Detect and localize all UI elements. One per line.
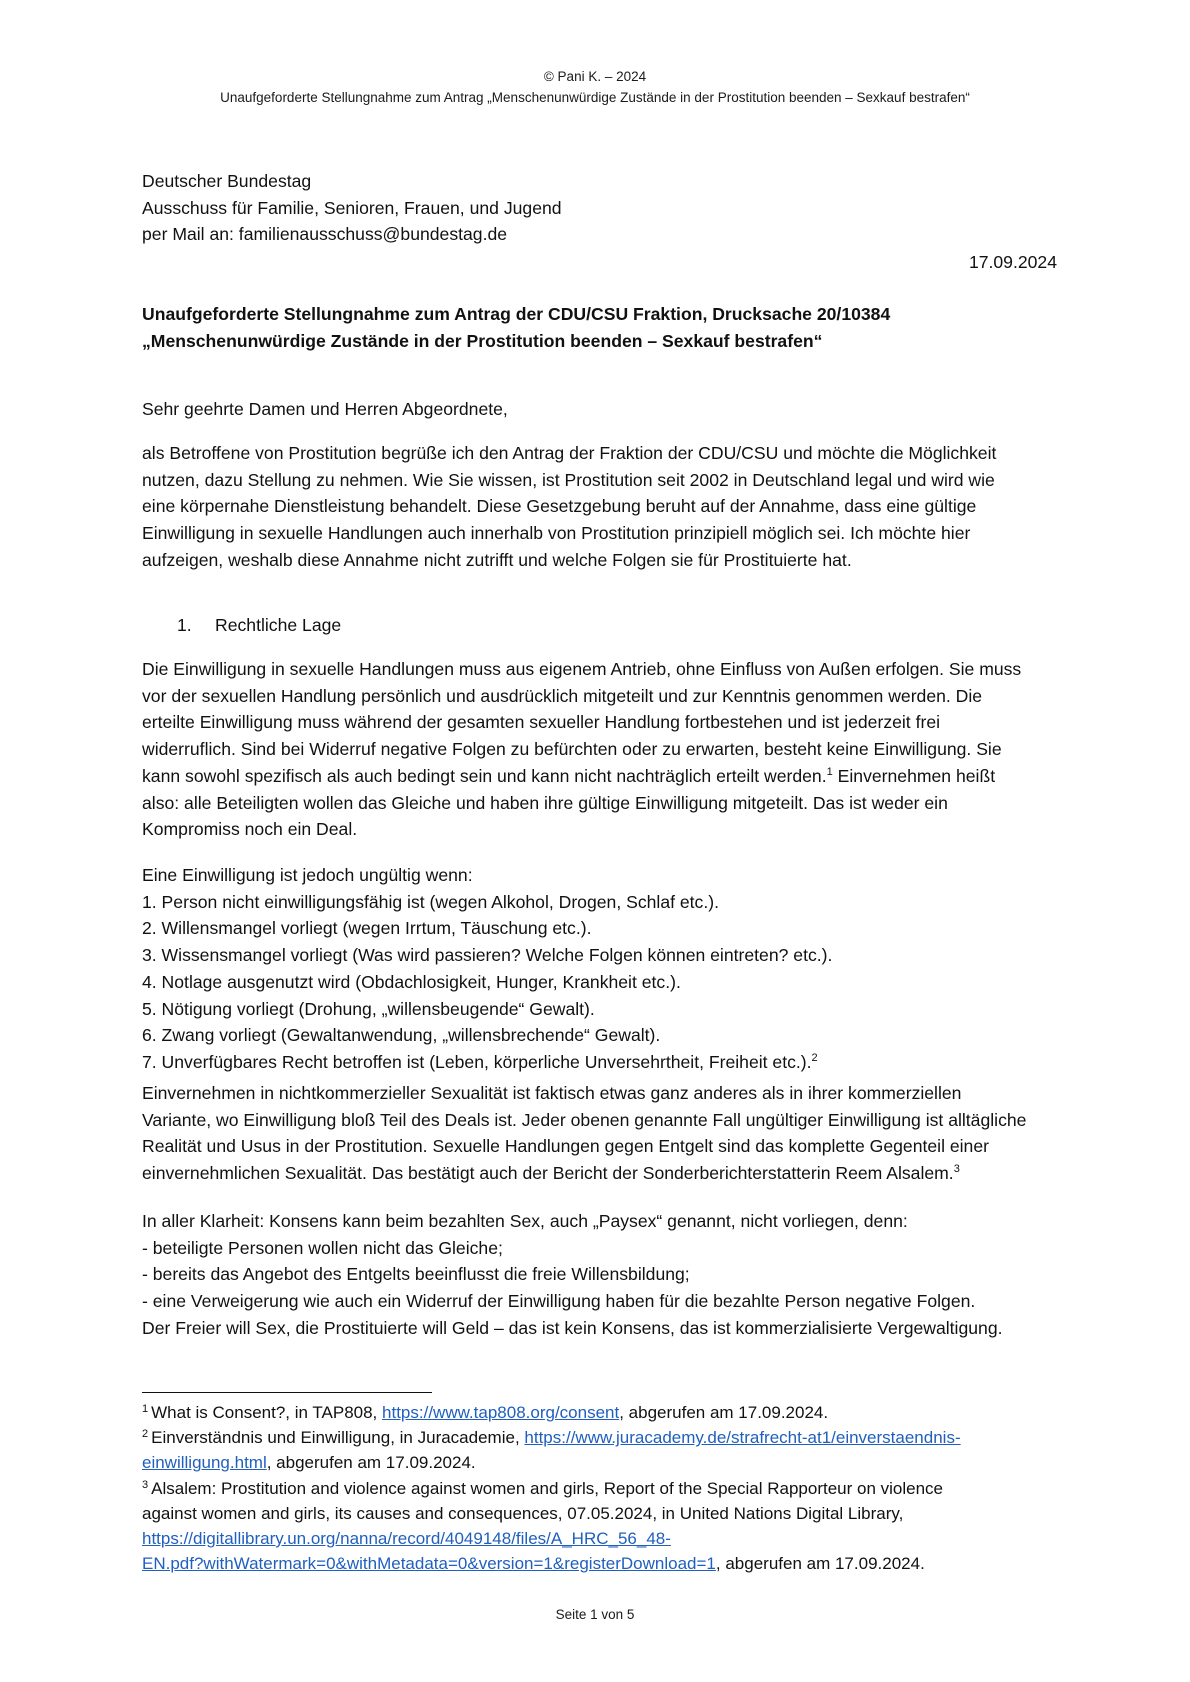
paragraph-line: also: alle Beteiligten wollen das Gleiche und haben ihre gültige Einwilligung mitgeteilt. Das ist weder ein bbox=[142, 792, 948, 813]
list-item: 2. Willensmangel vorliegt (wegen Irrtum, Täuschung etc.). bbox=[142, 918, 592, 939]
footnote-2 bbox=[142, 1425, 1057, 1450]
page-number: Seite 1 von 5 bbox=[555, 1607, 635, 1622]
intro-line: eine körpernahe Dienstleistung behandelt. Diese Gesetzgebung beruht auf der Annahme, dass eine gültige bbox=[142, 496, 977, 517]
header-subtitle: Unaufgeforderte Stellungnahme zum Antrag „Menschenunwürdige Zustände in der Prostitution beenden – Sexkauf bestrafen“ bbox=[220, 90, 970, 105]
footnote-text: What is Consent?, in TAP808, bbox=[151, 1403, 383, 1422]
footnote-number: 3 bbox=[142, 1478, 149, 1491]
paragraph-line: Einvernehmen in nichtkommerzieller Sexualität ist faktisch etwas ganz anderes als in ihrer kommerziellen bbox=[142, 1083, 962, 1103]
footnote-text: Alsalem: Prostitution and violence against women and girls, Report of the Special Rapporteur on violence bbox=[151, 1478, 944, 1498]
footnote-text: , abgerufen am 17.09.2024. bbox=[619, 1403, 829, 1422]
paragraph-line: erteilte Einwilligung muss während der gesamten sexueller Handlung fortbestehen und ist jederzeit frei bbox=[142, 712, 941, 733]
list-item: 3. Wissensmangel vorliegt (Was wird passieren? Welche Folgen können eintreten? etc.). bbox=[142, 945, 833, 966]
footnote-link[interactable]: https://www.tap808.org/consent bbox=[382, 1403, 620, 1422]
footnote-ref-1: 1 bbox=[826, 765, 833, 778]
header-copyright: © Pani K. – 2024 bbox=[543, 69, 647, 84]
footnotes bbox=[142, 1400, 1057, 1576]
salutation: Sehr geehrte Damen und Herren Abgeordnete, bbox=[142, 399, 508, 419]
recipient-address bbox=[142, 168, 1057, 248]
letter-date: 17.09.2024 bbox=[968, 252, 1057, 272]
section-number: 1. bbox=[177, 615, 192, 635]
intro-line: Einwilligung in sexuelle Handlungen auch innerhalb von Prostitution prinzipiell möglich sei. Ich möchte hier bbox=[142, 523, 971, 544]
list-item bbox=[142, 1049, 1057, 1076]
footnote-text: , abgerufen am 17.09.2024. bbox=[266, 1453, 476, 1473]
paragraph-consent-definition bbox=[142, 656, 1057, 843]
title-line-2: „Menschenunwürdige Zustände in der Prostitution beenden – Sexkauf bestrafen“ bbox=[142, 330, 823, 351]
paragraph-line: Variante, wo Einwilligung bloß Teil des Deals ist. Jeder obenen genannte Fall ungültiger Einwilligung ist alltägliche bbox=[142, 1109, 1027, 1130]
list-item: 6. Zwang vorliegt (Gewaltanwendung, „willensbrechende“ Gewalt). bbox=[142, 1025, 661, 1046]
footnote-link[interactable]: https://digitallibrary.un.org/nanna/record/4049148/files/A_HRC_56_48- bbox=[142, 1529, 671, 1549]
paragraph-line: Realität und Usus in der Prostitution. Sexuelle Handlungen gegen Entgelt sind das komplette Gegenteil einer bbox=[142, 1136, 989, 1157]
footnote-link[interactable]: https://www.juracademy.de/strafrecht-at1/einverstaendnis- bbox=[524, 1428, 961, 1448]
footnote-1 bbox=[142, 1400, 1057, 1425]
invalid-consent-list bbox=[142, 862, 1057, 1076]
footnote-text: , abgerufen am 17.09.2024. bbox=[715, 1554, 925, 1574]
paragraph-commercial-consent bbox=[142, 1080, 1057, 1187]
paragraph-line: - beteiligte Personen wollen nicht das Gleiche; bbox=[142, 1237, 503, 1258]
paragraph-line bbox=[142, 763, 1057, 790]
footnote-text: Einverständnis und Einwilligung, in Juracademie, bbox=[151, 1428, 525, 1448]
footnote-2-cont bbox=[142, 1450, 1057, 1475]
footnote-ref-3: 3 bbox=[953, 1163, 960, 1176]
list-item: 4. Notlage ausgenutzt wird (Obdachlosigkeit, Hunger, Krankheit etc.). bbox=[142, 971, 681, 992]
footnote-link[interactable]: EN.pdf?withWatermark=0&withMetadata=0&version=1&registerDownload=1 bbox=[142, 1554, 716, 1574]
paragraph-line: - eine Verweigerung wie auch ein Widerruf der Einwilligung haben für die bezahlte Person negative Folgen. bbox=[142, 1291, 976, 1312]
footnote-3-cont bbox=[142, 1551, 1057, 1576]
intro-paragraph bbox=[142, 440, 1057, 574]
paragraph-line: widerruflich. Sind bei Widerruf negative Folgen zu befürchten oder zu erwarten, besteht keine Einwilligung. Sie bbox=[142, 739, 1002, 760]
paragraph-line: Der Freier will Sex, die Prostituierte will Geld – das ist kein Konsens, das ist kommerzialisierte Vergewaltigung. bbox=[142, 1317, 1003, 1338]
footnote-3-cont: against women and girls, its causes and consequences, 07.05.2024, in United Nations Digital Library, bbox=[142, 1503, 904, 1523]
footnote-separator bbox=[142, 1392, 432, 1393]
footnote-link[interactable]: einwilligung.html bbox=[142, 1453, 267, 1473]
paragraph-line: Kompromiss noch ein Deal. bbox=[142, 819, 358, 840]
paragraph-text: einvernehmlichen Sexualität. Das bestätigt auch der Bericht der Sonderberichterstatterin Reem Alsalem. bbox=[142, 1163, 954, 1184]
footnote-3 bbox=[142, 1476, 1057, 1501]
paragraph-conclusion bbox=[142, 1208, 1057, 1342]
section-title: Rechtliche Lage bbox=[215, 615, 342, 635]
list-item: 5. Nötigung vorliegt (Drohung, „willensbeugende“ Gewalt). bbox=[142, 998, 595, 1019]
list-item: 1. Person nicht einwilligungsfähig ist (wegen Alkohol, Drogen, Schlaf etc.). bbox=[142, 891, 719, 912]
paragraph-line bbox=[142, 1160, 1057, 1187]
paragraph-line: Die Einwilligung in sexuelle Handlungen muss aus eigenem Antrieb, ohne Einfluss von Außen erfolgen. Sie muss bbox=[142, 659, 1022, 679]
intro-line: als Betroffene von Prostitution begrüße ich den Antrag der Fraktion der CDU/CSU und möchte die Möglichkeit bbox=[142, 443, 997, 463]
intro-line: aufzeigen, weshalb diese Annahme nicht zutrifft und welche Folgen sie für Prostituierte hat. bbox=[142, 549, 852, 570]
footnote-number: 1 bbox=[142, 1403, 149, 1415]
document-title bbox=[142, 301, 1057, 354]
paragraph-line: vor der sexuellen Handlung persönlich und ausdrücklich mitgeteilt und zur Kenntnis genommen werden. Die bbox=[142, 685, 983, 706]
paragraph-line: - bereits das Angebot des Entgelts beeinflusst die freie Willensbildung; bbox=[142, 1264, 690, 1285]
page-header bbox=[0, 66, 1190, 108]
footnote-ref-2: 2 bbox=[811, 1051, 818, 1064]
section-heading bbox=[177, 612, 341, 639]
list-item-text: 7. Unverfügbares Recht betroffen ist (Leben, körperliche Unversehrtheit, Freiheit etc.). bbox=[142, 1051, 812, 1072]
footnote-number: 2 bbox=[142, 1428, 149, 1441]
title-line-1: Unaufgeforderte Stellungnahme zum Antrag der CDU/CSU Fraktion, Drucksache 20/10384 bbox=[142, 304, 891, 324]
recipient-line-3: per Mail an: familienausschuss@bundestag.de bbox=[142, 224, 508, 245]
paragraph-text: Einvernehmen heißt bbox=[832, 765, 996, 786]
list-intro: Eine Einwilligung ist jedoch ungültig wenn: bbox=[142, 865, 473, 885]
intro-line: nutzen, dazu Stellung zu nehmen. Wie Sie wissen, ist Prostitution seit 2002 in Deutschland legal und wird wie bbox=[142, 469, 995, 490]
paragraph-line: In aller Klarheit: Konsens kann beim bezahlten Sex, auch „Paysex“ genannt, nicht vorliegen, denn: bbox=[142, 1211, 908, 1231]
recipient-line-2: Ausschuss für Familie, Senioren, Frauen, und Jugend bbox=[142, 197, 562, 218]
footnote-3-cont bbox=[142, 1526, 1057, 1551]
recipient-line-1: Deutscher Bundestag bbox=[142, 171, 312, 191]
paragraph-text: kann sowohl spezifisch als auch bedingt sein und kann nicht nachträglich erteilt werden. bbox=[142, 765, 827, 786]
